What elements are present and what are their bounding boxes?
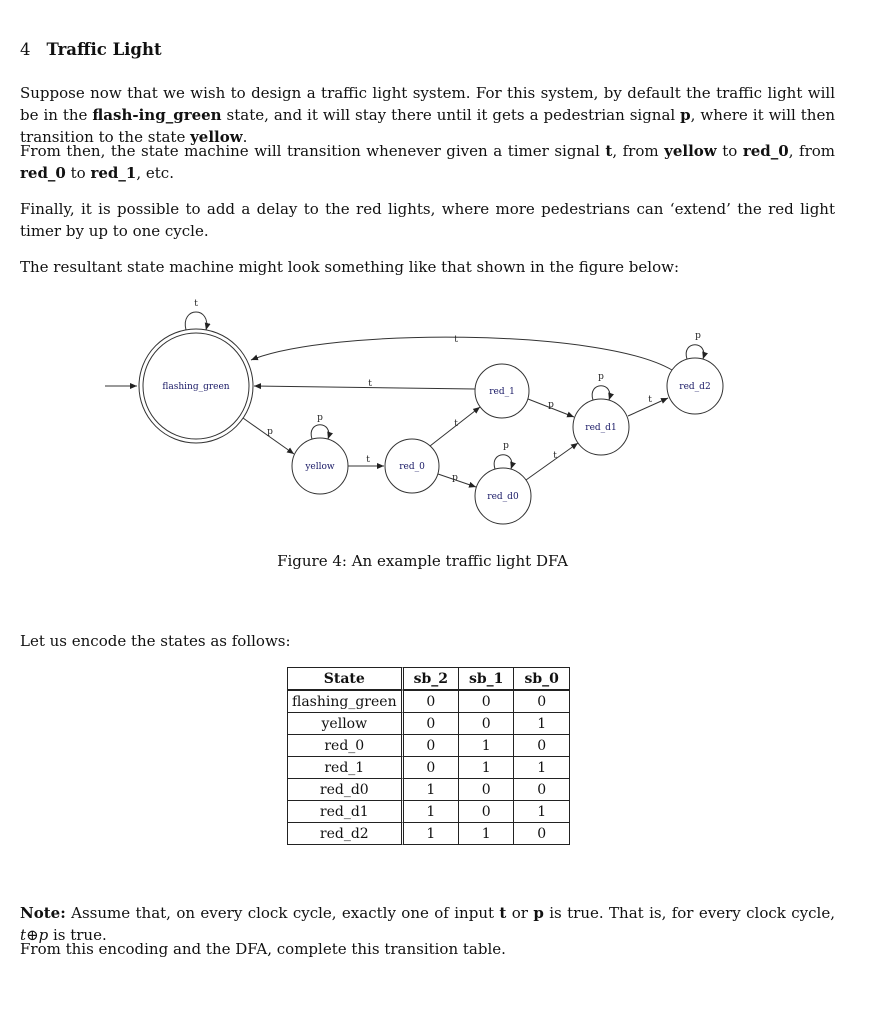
cell-sb0: 1 <box>514 713 569 735</box>
state-label-red-1: red_1 <box>489 387 515 397</box>
state-label-yellow: yellow <box>305 462 335 472</box>
edge-label-red1-flashing: t <box>368 379 372 389</box>
cell-sb2: 0 <box>404 735 459 757</box>
xor-expression: t⊕p <box>20 926 49 944</box>
cell-sb2: 1 <box>404 823 459 845</box>
cell-sb2: 1 <box>404 801 459 823</box>
edge-label-loop-flashing: t <box>194 299 198 309</box>
edge-label-red0-redd0: p <box>452 473 458 483</box>
figure-caption: Figure 4: An example traffic light DFA <box>277 552 568 570</box>
edge-label-loop-redd0: p <box>503 441 509 451</box>
table-row <box>287 779 570 801</box>
cell-state: red_d2 <box>287 823 404 845</box>
cell-sb2: 1 <box>404 779 459 801</box>
paragraph-transitions: From then, the state machine will transition whenever given a timer signal t, from yellow to red_0, from red_0 to red_1, etc. <box>20 142 835 182</box>
cell-state: yellow <box>287 713 404 735</box>
cell-sb1: 0 <box>459 690 514 713</box>
cell-sb0: 0 <box>514 690 569 713</box>
table-row <box>287 823 570 845</box>
cell-state: red_0 <box>287 735 404 757</box>
cell-sb0: 1 <box>514 801 569 823</box>
state-encoding-table <box>287 667 570 845</box>
edge-red1-to-flashing <box>254 386 475 389</box>
cell-sb1: 1 <box>459 735 514 757</box>
state-label-flashing-green: flashing_green <box>162 382 230 392</box>
edge-loop-flashing-green <box>185 312 207 330</box>
traffic-light-dfa-diagram <box>0 290 885 540</box>
cell-sb2: 0 <box>404 757 459 779</box>
paragraph-encoding: Let us encode the states as follows: <box>20 632 291 650</box>
edge-label-redd2-flashing: t <box>454 335 458 345</box>
edge-loop-yellow <box>311 425 329 439</box>
table-row <box>287 690 570 713</box>
edge-redd0-to-redd1 <box>526 443 578 480</box>
section-title: Traffic Light <box>46 40 162 59</box>
edge-label-red1-redd1: p <box>548 400 554 410</box>
paragraph-figure-intro: The resultant state machine might look something like that shown in the figure below: <box>20 258 680 276</box>
edge-loop-red-d2 <box>686 345 704 359</box>
edge-label-red0-red1: t <box>454 419 458 429</box>
table-row <box>287 713 570 735</box>
cell-sb2: 0 <box>404 690 459 713</box>
cell-state: red_1 <box>287 757 404 779</box>
cell-sb1: 0 <box>459 779 514 801</box>
cell-sb1: 1 <box>459 757 514 779</box>
table-row <box>287 757 570 779</box>
state-label-red-d0: red_d0 <box>487 492 519 502</box>
paragraph-intro: Suppose now that we wish to design a traffic light system. For this system, by default the traffic light will be in the flash-ing_green state, and it will stay there until it gets a pedestrian signal p, where it will then transition to the state yellow. <box>20 84 835 146</box>
cell-sb0: 0 <box>514 779 569 801</box>
cell-sb0: 0 <box>514 823 569 845</box>
cell-sb1: 0 <box>459 801 514 823</box>
section-heading <box>20 40 162 59</box>
table-row <box>287 735 570 757</box>
cell-sb0: 0 <box>514 735 569 757</box>
edge-loop-red-d1 <box>592 386 610 400</box>
cell-state: red_d1 <box>287 801 404 823</box>
cell-sb1: 0 <box>459 713 514 735</box>
edge-label-loop-redd1: p <box>598 372 604 382</box>
state-label-red-d1: red_d1 <box>585 423 617 433</box>
edge-label-redd1-redd2: t <box>648 395 652 405</box>
cell-sb2: 0 <box>404 713 459 735</box>
edge-label-yellow-red0: t <box>366 455 370 465</box>
edge-label-loop-redd2: p <box>695 331 701 341</box>
header-state: State <box>287 667 404 690</box>
edge-loop-red-d0 <box>494 455 512 469</box>
cell-sb0: 1 <box>514 757 569 779</box>
header-sb1: sb_1 <box>459 667 514 690</box>
paragraph-task: From this encoding and the DFA, complete this transition table. <box>20 940 506 958</box>
paragraph-note: Note: Assume that, on every clock cycle, exactly one of input t or p is true. That is, for every clock cycle, t⊕p is true. <box>20 904 835 944</box>
paragraph-delay: Finally, it is possible to add a delay to the red lights, where more pedestrians can ‘extend’ the red light timer by up to one cycle. <box>20 200 835 240</box>
note-label: Note: <box>20 904 66 922</box>
section-number: 4 <box>20 40 31 59</box>
cell-sb1: 1 <box>459 823 514 845</box>
state-label-red-0: red_0 <box>399 462 425 472</box>
cell-state: red_d0 <box>287 779 404 801</box>
table-row <box>287 801 570 823</box>
header-sb2: sb_2 <box>404 667 459 690</box>
edge-label-redd0-redd1: t <box>553 451 557 461</box>
header-sb0: sb_0 <box>514 667 569 690</box>
edge-label-flashing-yellow: p <box>267 427 273 437</box>
table-header-row <box>287 667 570 690</box>
edge-label-loop-yellow: p <box>317 413 323 423</box>
cell-state: flashing_green <box>287 690 404 713</box>
edge-redd2-to-flashing <box>251 337 672 370</box>
state-label-red-d2: red_d2 <box>679 382 711 392</box>
